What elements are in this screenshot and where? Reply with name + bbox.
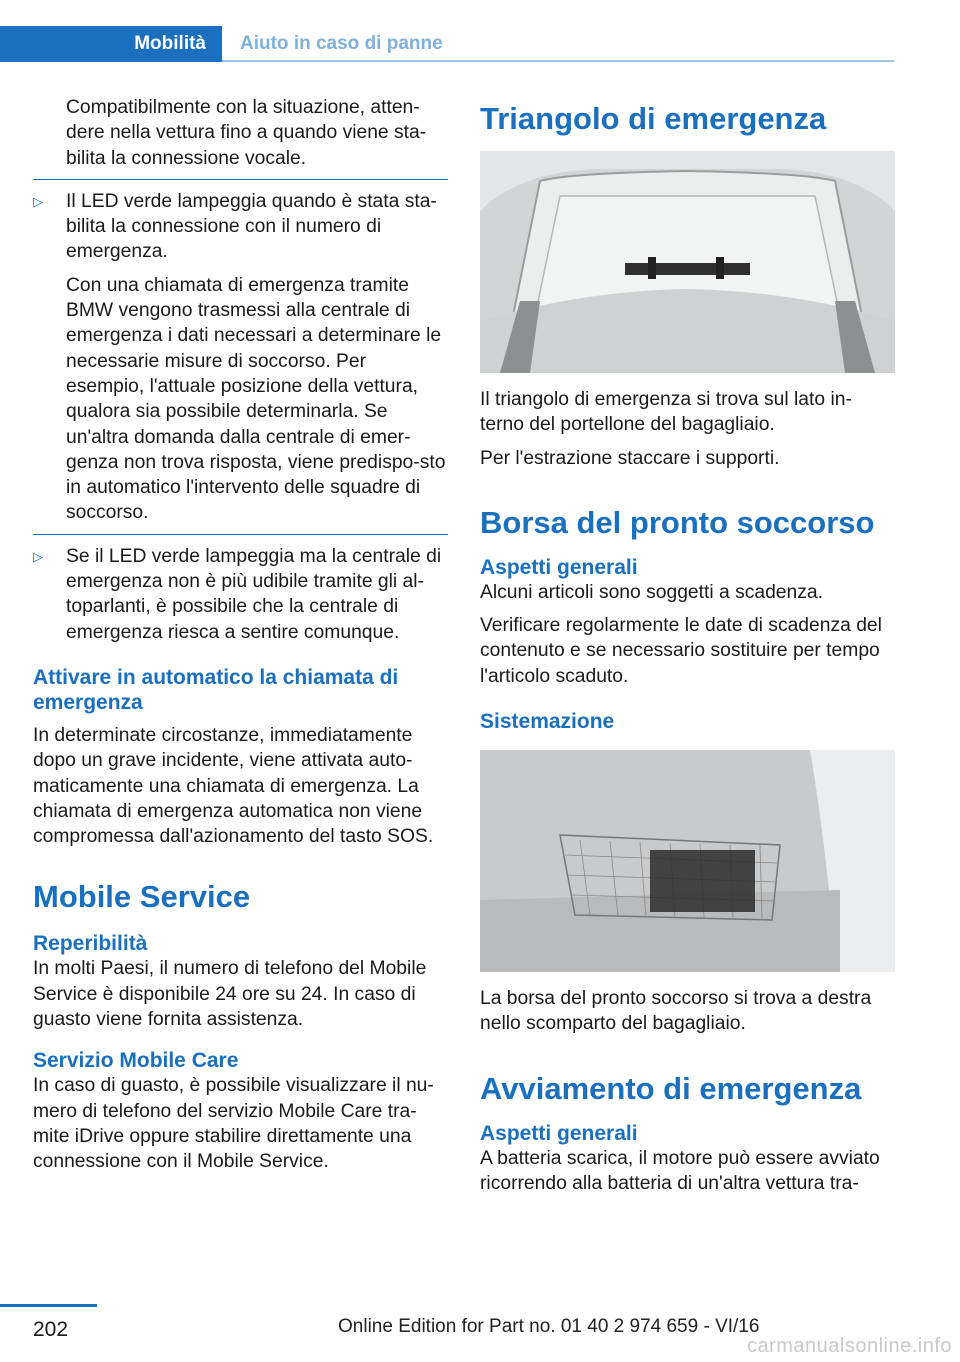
chapter-title: Mobilità <box>134 33 206 54</box>
heading-mobile-care: Servizio Mobile Care <box>33 1049 239 1073</box>
section-tab <box>222 26 443 62</box>
heading-mobile-service: Mobile Service <box>33 879 251 915</box>
separator <box>33 534 448 535</box>
trunk-net-image <box>480 750 895 972</box>
heading-borsa: Borsa del pronto soccorso <box>480 504 875 540</box>
reperibilita-paragraph: In molti Paesi, il numero di telefono del Mobile Service è disponibile 24 ore su 24. In caso di guasto viene fornita assistenza. <box>33 958 427 1031</box>
heading-aspetti-generali: Aspetti generali <box>480 555 638 579</box>
auto-call-paragraph: In determinate circostanze, immediatamente dopo un grave incidente, viene attivata auto-maticamente una chiamata di emergenza. La chiamata di emergenza automatica non viene compromessa dall'azionamento del tasto SOS. <box>33 724 434 848</box>
bullet-text: Il LED verde lampeggia quando è stata sta-bilita la connessione con il numero di emergenza. <box>66 190 437 263</box>
mobile-care-paragraph: In caso di guasto, è possibile visualizzare il nu-mero di telefono del servizio Mobile Care tra-mite iDrive oppure stabilire direttamente una connessione con il Mobile Service. <box>33 1075 434 1173</box>
triangolo-paragraph-2: Per l'estrazione staccare i supporti. <box>480 447 780 469</box>
page-number: 202 <box>33 1318 69 1341</box>
bullet-text: Se il LED verde lampeggia ma la centrale di emergenza non è più udibile tramite gli al-toparlanti, è possibile che la centrale di emergenza riesca a sentire comunque. <box>66 545 442 643</box>
list-item <box>33 189 448 265</box>
list-item <box>33 544 448 645</box>
heading-sistemazione: Sistemazione <box>480 710 615 734</box>
bullet-triangle-icon: ▷ <box>33 548 43 564</box>
heading-triangolo: Triangolo di emergenza <box>480 101 827 136</box>
heading-avviamento: Avviamento di emergenza <box>480 1070 862 1106</box>
heading-reperibilita: Reperibilità <box>33 932 148 956</box>
bullet-triangle-icon: ▷ <box>33 193 43 209</box>
left-column <box>33 95 448 1183</box>
chapter-tab <box>0 26 222 62</box>
right-column <box>480 95 895 1204</box>
trunk-lid-image <box>480 151 895 373</box>
heading-aspetti-generali-2: Aspetti generali <box>480 1121 638 1145</box>
bullet-continuation: Con una chiamata di emergenza tramite BMW vengono trasmessi alla centrale di emergenza i dati necessari a determinare le necessarie misure di soccorso. Per esempio, l'attuale posizione della vettura, qualora sia possibile determinarla. Se un'altra domanda dalla centrale di emer-genza non trova risposta, viene predispo-sto in automatico l'intervento delle squadre di soccorso. <box>66 274 446 524</box>
triangolo-paragraph-1: Il triangolo di emergenza si trova sul lato in-terno del portellone del bagagliaio. <box>480 389 852 436</box>
section-title: Aiuto in caso di panne <box>240 33 443 54</box>
avviamento-paragraph: A batteria scarica, il motore può essere avviato ricorrendo alla batteria di un'altra vettura tra- <box>480 1147 880 1194</box>
watermark: carmanualsonline.info <box>746 1335 952 1357</box>
header-rule <box>222 60 894 62</box>
borsa-paragraph-2: Verificare regolarmente le date di scadenza del contenuto e se necessario sostituire per tempo l'articolo scaduto. <box>480 615 882 687</box>
borsa-paragraph-1: Alcuni articoli sono soggetti a scadenza. <box>480 581 823 603</box>
footer-rule <box>0 1304 97 1307</box>
separator <box>33 179 448 180</box>
heading-auto-call: Attivare in automatico la chiamata di emergenza <box>33 665 399 714</box>
intro-paragraph: Compatibilmente con la situazione, atten-dere nella vettura fino a quando viene sta-bilita la connessione vocale. <box>66 97 427 169</box>
edition-line: Online Edition for Part no. 01 40 2 974 659 - VI/16 <box>338 1316 760 1337</box>
sistemazione-paragraph: La borsa del pronto soccorso si trova a destra nello scomparto del bagagliaio. <box>480 988 872 1035</box>
